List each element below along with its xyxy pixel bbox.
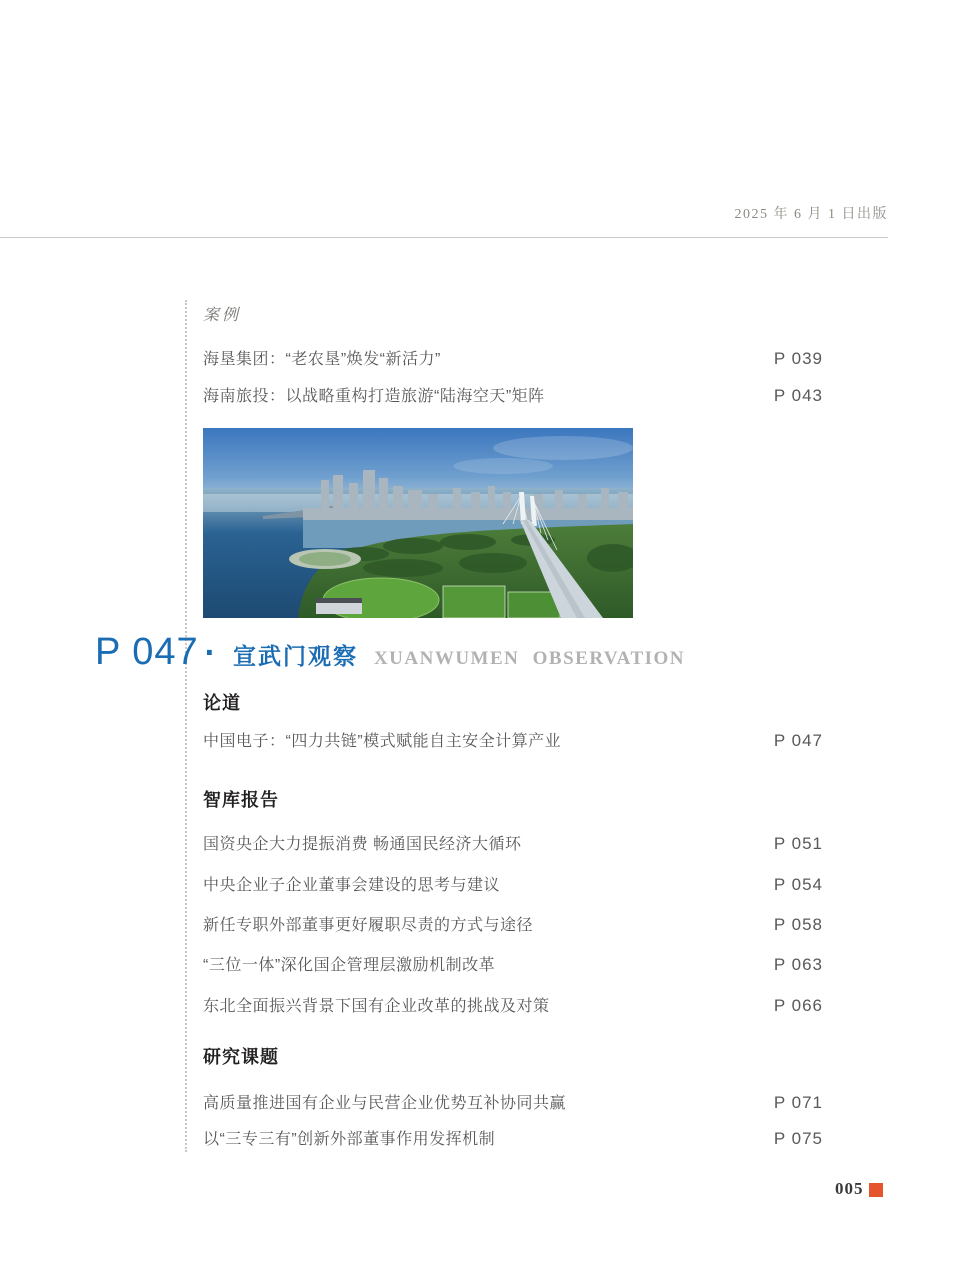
toc-entry-title[interactable]: “三位一体”深化国企管理层激励机制改革 [203,957,496,974]
publication-date: 2025 年 6 月 1 日出版 [734,207,888,222]
section-title-case: 案例 [203,305,242,324]
feature-section-header [95,631,685,674]
page-number-marker [869,1183,883,1197]
toc-entry[interactable] [203,1126,823,1149]
toc-entry-title[interactable]: 海垦集团：“老农垦”焕发“新活力” [203,351,441,368]
toc-entry-title[interactable]: 国资央企大力提振消费 畅通国民经济大循环 [203,836,522,853]
toc-entry-page: P 051 [773,834,823,853]
feature-separator-dot: · [204,634,216,672]
toc-entry[interactable] [203,952,823,975]
toc-entry-page: P 039 [773,349,823,368]
toc-entry-title[interactable]: 中国电子：“四力共链”模式赋能自主安全计算产业 [203,733,562,750]
feature-page-ref: P 047 [95,631,199,673]
toc-entry-title[interactable]: 以“三专三有”创新外部董事作用发挥机制 [203,1131,496,1148]
section-title-research: 研究课题 [203,1047,279,1067]
toc-entry-title[interactable]: 东北全面振兴背景下国有企业改革的挑战及对策 [203,998,550,1015]
header-divider [0,237,888,238]
toc-entry-page: P 058 [773,915,823,934]
toc-entry-title[interactable]: 中央企业子企业董事会建设的思考与建议 [203,877,501,894]
toc-entry-page: P 063 [773,955,823,974]
city-aerial-photo-art [203,428,633,618]
feature-title-cn: 宣武门观察 [232,643,358,669]
toc-entry[interactable] [203,1090,823,1113]
feature-title-en: XUANWUMEN OBSERVATION [373,648,686,669]
toc-entry-title[interactable]: 新任专职外部董事更好履职尽责的方式与途径 [203,917,534,934]
toc-entry-page: P 047 [773,731,823,750]
toc-entry-title[interactable]: 高质量推进国有企业与民营企业优势互补协同共赢 [203,1095,567,1112]
toc-entry-page: P 075 [773,1129,823,1148]
section-title-forum: 论道 [203,693,241,713]
toc-entry[interactable] [203,383,823,406]
toc-entry[interactable] [203,993,823,1016]
toc-entry-page: P 066 [773,996,823,1015]
toc-entry-page: P 071 [773,1093,823,1112]
toc-entry-page: P 043 [773,386,823,405]
toc-entry[interactable] [203,912,823,935]
toc-entry-page: P 054 [773,875,823,894]
toc-dotted-divider [185,300,187,1152]
toc-entry[interactable] [203,728,823,751]
toc-entry[interactable] [203,872,823,895]
section-title-thinktank: 智库报告 [203,790,279,810]
city-aerial-photo [203,428,633,618]
toc-entry[interactable] [203,346,823,369]
toc-entry-title[interactable]: 海南旅投：以战略重构打造旅游“陆海空天”矩阵 [203,388,545,405]
page-number: 005 [835,1179,864,1198]
toc-entry[interactable] [203,831,823,854]
